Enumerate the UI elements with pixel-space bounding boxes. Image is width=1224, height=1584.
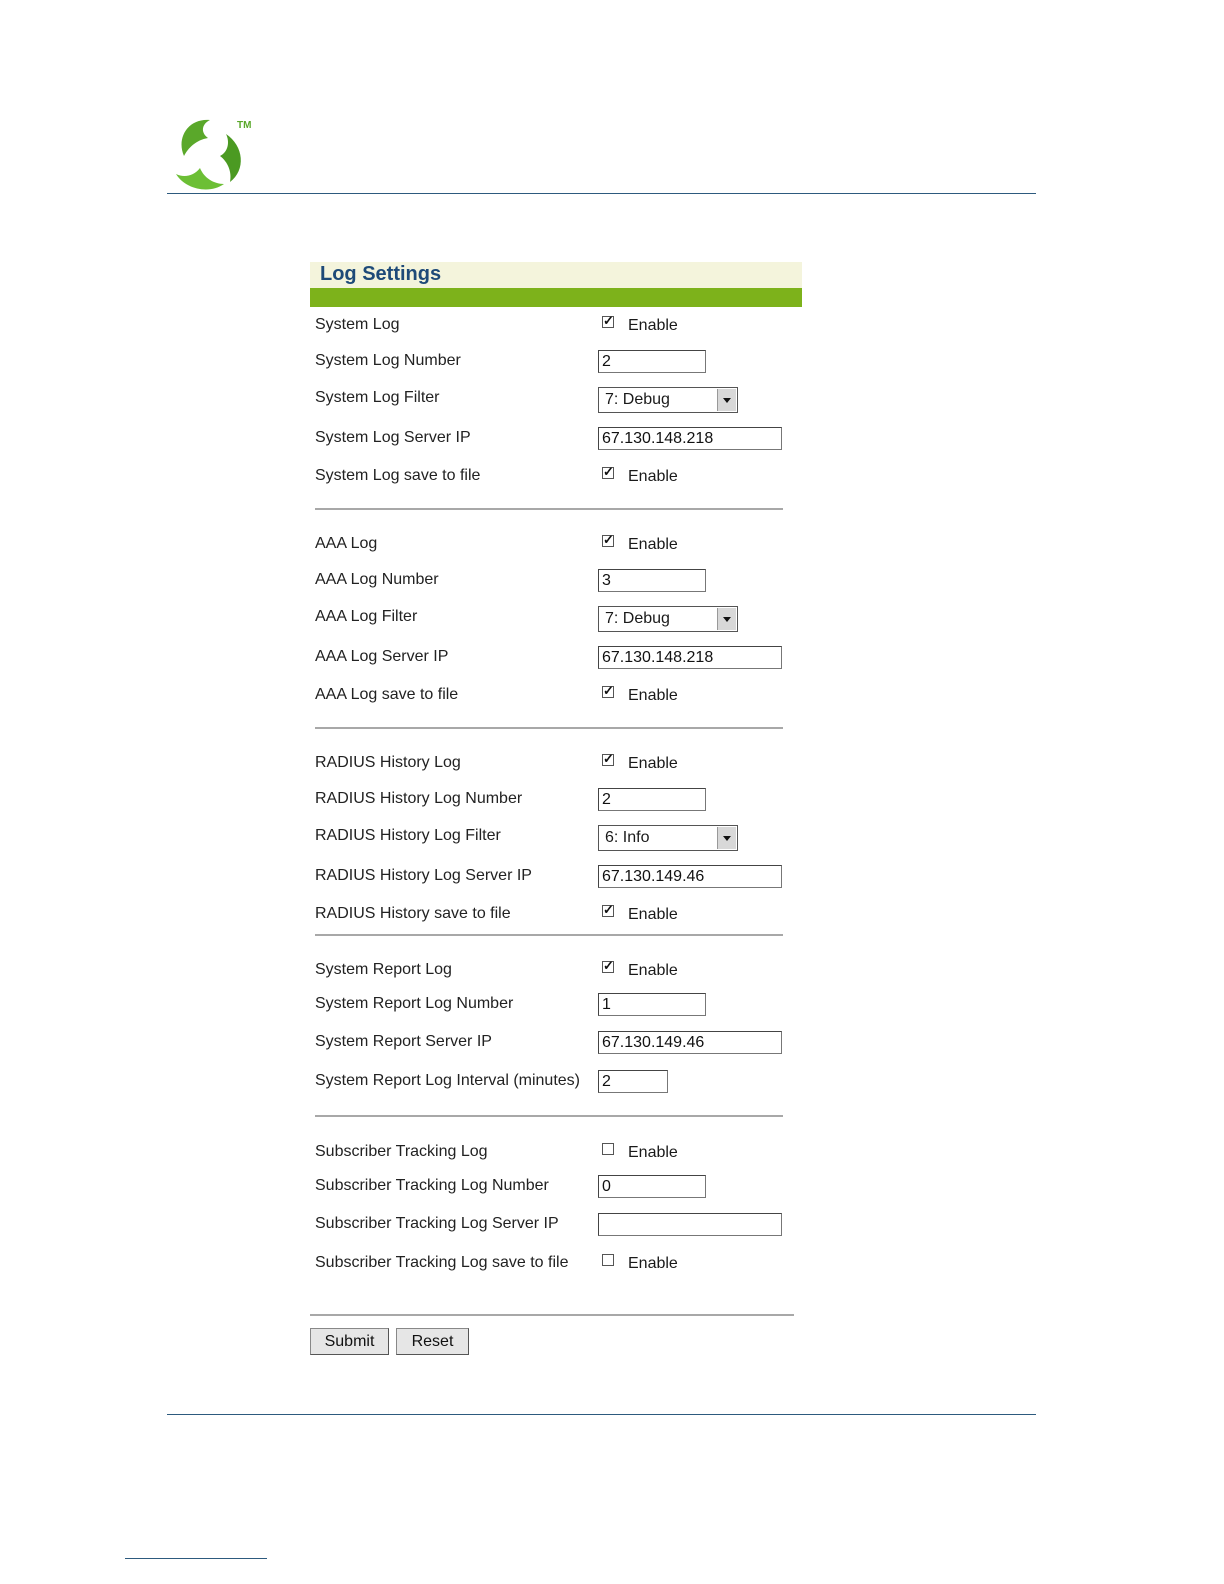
aaa-log-number-input[interactable] [598, 569, 706, 592]
aaa-log-filter-select[interactable] [598, 606, 738, 632]
system-log-label: System Log [315, 316, 400, 333]
footnote-rule [125, 1558, 267, 1559]
row-report-log-number [310, 993, 802, 1017]
row-system-log-filter [310, 387, 802, 411]
aaa-log-number-label: AAA Log Number [315, 571, 439, 588]
enable-label: Enable [628, 687, 678, 704]
aaa-log-label: AAA Log [315, 535, 378, 552]
select-value: 6: Info [605, 829, 650, 846]
system-log-filter-select[interactable] [598, 387, 738, 413]
row-aaa-log-filter [310, 606, 802, 630]
chevron-down-icon[interactable] [717, 827, 736, 849]
aaa-log-server-ip-input[interactable] [598, 646, 782, 669]
sub-log-number-label: Subscriber Tracking Log Number [315, 1177, 549, 1194]
row-system-log-save [310, 465, 802, 489]
section-divider [315, 508, 783, 510]
section-divider [315, 727, 783, 729]
row-aaa-log [310, 533, 802, 557]
row-report-server-ip [310, 1031, 802, 1055]
report-interval-label: System Report Log Interval (minutes) [315, 1072, 580, 1089]
report-server-ip-input[interactable] [598, 1031, 782, 1054]
section-divider [315, 934, 783, 936]
row-aaa-log-save [310, 684, 802, 708]
system-log-filter-label: System Log Filter [315, 389, 440, 406]
radius-log-filter-label: RADIUS History Log Filter [315, 827, 501, 844]
chevron-down-icon[interactable] [717, 608, 736, 630]
sub-log-server-ip-label: Subscriber Tracking Log Server IP [315, 1215, 559, 1232]
report-log-number-label: System Report Log Number [315, 995, 514, 1012]
row-sub-log-number [310, 1175, 802, 1199]
enable-label: Enable [628, 317, 678, 334]
system-log-checkbox[interactable] [602, 316, 614, 328]
chevron-down-icon[interactable] [717, 389, 736, 411]
report-interval-input[interactable] [598, 1070, 668, 1093]
aaa-log-filter-label: AAA Log Filter [315, 608, 418, 625]
sub-log-number-input[interactable] [598, 1175, 706, 1198]
row-sub-log-save [310, 1252, 802, 1276]
row-system-log-number [310, 350, 802, 374]
row-radius-log-server-ip [310, 865, 802, 889]
row-report-interval [310, 1070, 802, 1094]
radius-log-save-label: RADIUS History save to file [315, 905, 511, 922]
system-log-save-checkbox[interactable] [602, 467, 614, 479]
section-divider [310, 1314, 794, 1316]
row-system-log-server-ip [310, 427, 802, 451]
select-value: 7: Debug [605, 391, 670, 408]
row-aaa-log-server-ip [310, 646, 802, 670]
radius-log-number-input[interactable] [598, 788, 706, 811]
row-system-log [310, 314, 802, 338]
radius-log-checkbox[interactable] [602, 754, 614, 766]
row-aaa-log-number [310, 569, 802, 593]
radius-log-server-ip-label: RADIUS History Log Server IP [315, 867, 532, 884]
header-divider [167, 193, 1036, 194]
panel-title-bar [310, 288, 802, 307]
report-log-label: System Report Log [315, 961, 452, 978]
radius-log-save-checkbox[interactable] [602, 905, 614, 917]
row-sub-log-server-ip [310, 1213, 802, 1237]
enable-label: Enable [628, 755, 678, 772]
system-log-server-ip-label: System Log Server IP [315, 429, 471, 446]
enable-label: Enable [628, 468, 678, 485]
enable-label: Enable [628, 1144, 678, 1161]
row-sub-log [310, 1141, 802, 1165]
sub-log-server-ip-input[interactable] [598, 1213, 782, 1236]
sub-log-label: Subscriber Tracking Log [315, 1143, 488, 1160]
reset-button[interactable]: Reset [396, 1328, 469, 1355]
aaa-log-save-label: AAA Log save to file [315, 686, 459, 703]
row-radius-log [310, 752, 802, 776]
radius-log-server-ip-input[interactable] [598, 865, 782, 888]
company-logo [170, 112, 260, 192]
system-log-number-label: System Log Number [315, 352, 461, 369]
enable-label: Enable [628, 1255, 678, 1272]
enable-label: Enable [628, 962, 678, 979]
select-value: 7: Debug [605, 610, 670, 627]
sub-log-save-checkbox[interactable] [602, 1254, 614, 1266]
system-log-server-ip-input[interactable] [598, 427, 782, 450]
footer-divider [167, 1414, 1036, 1415]
sub-log-save-label: Subscriber Tracking Log save to file [315, 1254, 569, 1271]
enable-label: Enable [628, 536, 678, 553]
report-log-checkbox[interactable] [602, 961, 614, 973]
radius-log-number-label: RADIUS History Log Number [315, 790, 523, 807]
system-log-save-label: System Log save to file [315, 467, 481, 484]
enable-label: Enable [628, 906, 678, 923]
row-radius-log-number [310, 788, 802, 812]
aaa-log-checkbox[interactable] [602, 535, 614, 547]
section-divider [315, 1115, 783, 1117]
radius-log-filter-select[interactable] [598, 825, 738, 851]
panel-title: Log Settings [310, 262, 802, 288]
row-report-log [310, 959, 802, 983]
radius-log-label: RADIUS History Log [315, 754, 461, 771]
row-radius-log-save [310, 903, 802, 927]
row-radius-log-filter [310, 825, 802, 849]
report-log-number-input[interactable] [598, 993, 706, 1016]
svg-text:TM: TM [237, 120, 252, 131]
aaa-log-save-checkbox[interactable] [602, 686, 614, 698]
submit-button[interactable]: Submit [310, 1328, 389, 1355]
sub-log-checkbox[interactable] [602, 1143, 614, 1155]
aaa-log-server-ip-label: AAA Log Server IP [315, 648, 449, 665]
report-server-ip-label: System Report Server IP [315, 1033, 492, 1050]
log-settings-panel [310, 262, 802, 1372]
system-log-number-input[interactable] [598, 350, 706, 373]
